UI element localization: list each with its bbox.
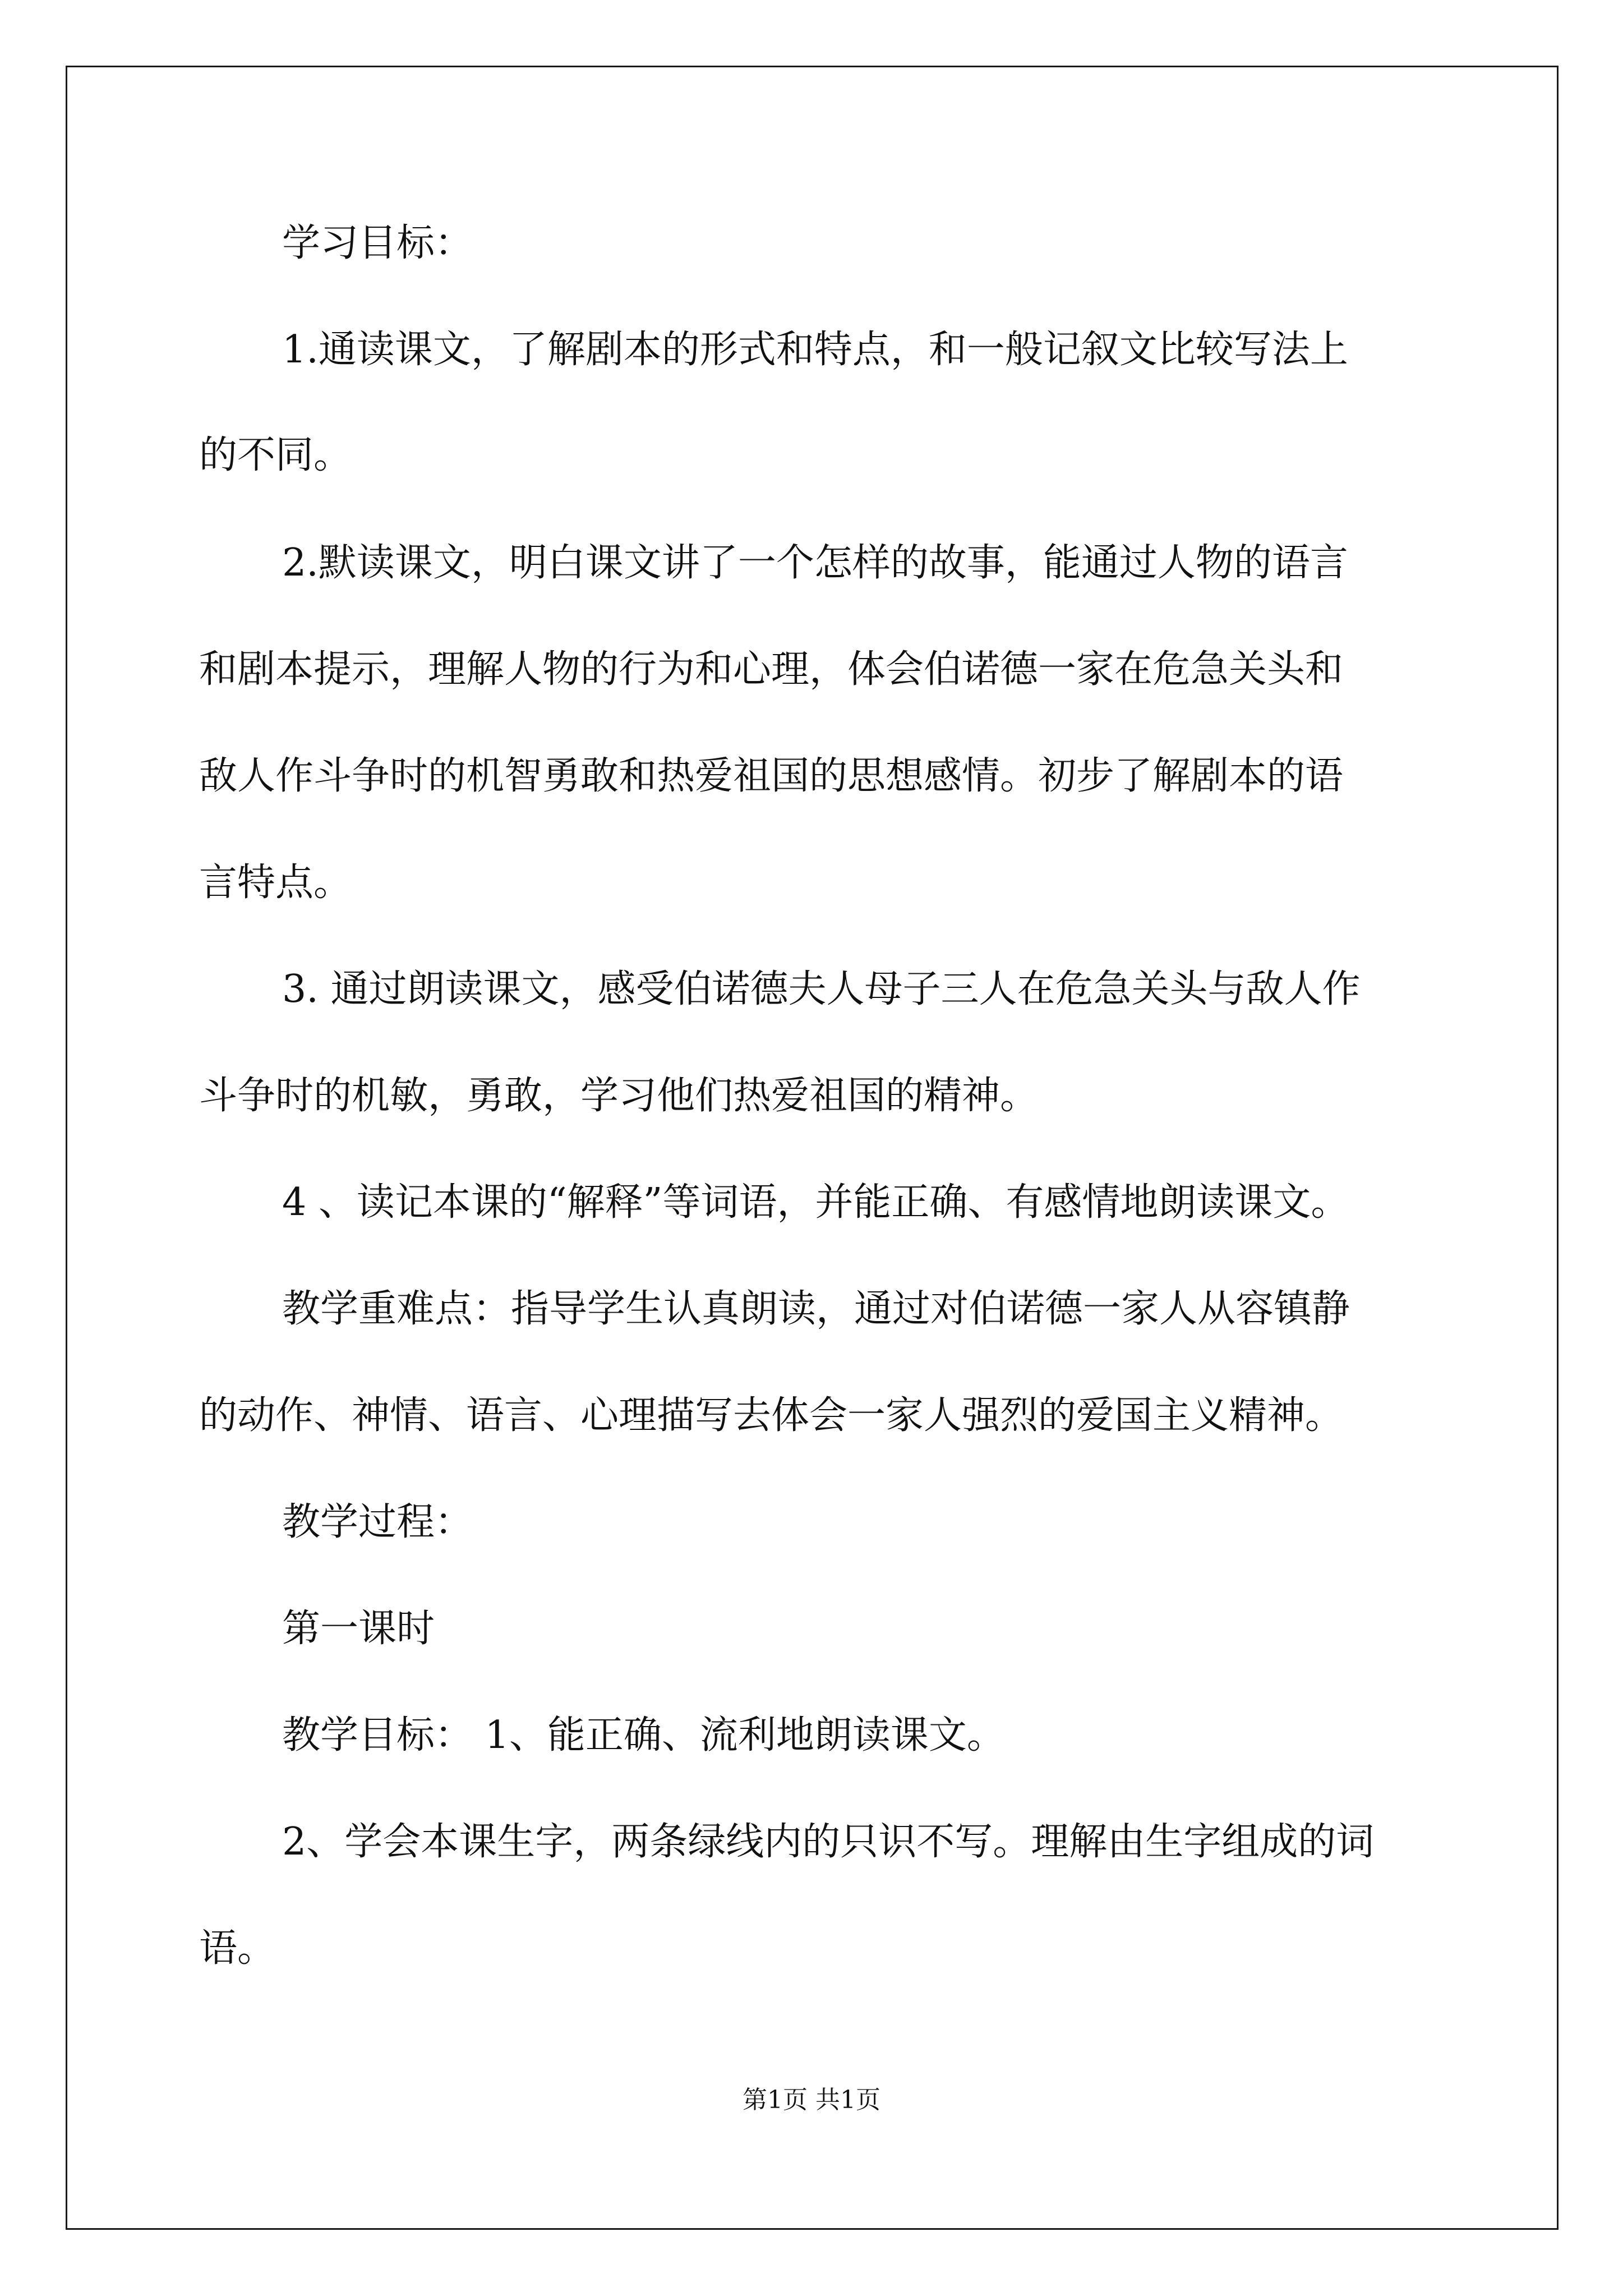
paragraph-line: 3. 通过朗读课文，感受伯诺德夫人母子三人在危急关头与敌人作: [282, 967, 1361, 1011]
paragraph-line: 教学重难点：指导学生认真朗读，通过对伯诺德一家人从容镇静: [282, 1287, 1350, 1331]
paragraph-line: 的不同。: [199, 433, 352, 477]
paragraph-line: 和剧本提示，理解人物的行为和心理，体会伯诺德一家在危急关头和: [199, 647, 1344, 692]
heading-learning-objectives: 学习目标：: [282, 221, 473, 265]
paragraph-line: 1.通读课文，了解剧本的形式和特点，和一般记叙文比较写法上: [282, 328, 1348, 372]
paragraph-line: 斗争时的机敏，勇敢，学习他们热爱祖国的精神。: [199, 1074, 1039, 1118]
paragraph-line: 2、学会本课生字，两条绿线内的只识不写。理解由生字组成的词: [282, 1820, 1375, 1864]
paragraph-line: 言特点。: [199, 861, 352, 905]
heading-teaching-process: 教学过程：: [282, 1500, 473, 1544]
page-number-footer: 第1页 共1页: [743, 2086, 880, 2114]
paragraph-line: 教学目标： 1、能正确、流利地朗读课文。: [282, 1713, 1005, 1757]
paragraph-line: 敌人作斗争时的机智勇敢和热爱祖国的思想感情。初步了解剧本的语: [199, 754, 1344, 798]
paragraph-line: 的动作、神情、语言、心理描写去体会一家人强烈的爱国主义精神。: [199, 1393, 1344, 1438]
page-border: [66, 66, 1559, 2230]
paragraph-line: 4 、读记本课的“解释”等词语，并能正确、有感情地朗读课文。: [282, 1180, 1349, 1225]
paragraph-line: 2.默读课文，明白课文讲了一个怎样的故事，能通过人物的语言: [282, 541, 1348, 585]
paragraph-line: 语。: [199, 1926, 276, 1971]
heading-first-lesson: 第一课时: [282, 1607, 435, 1651]
